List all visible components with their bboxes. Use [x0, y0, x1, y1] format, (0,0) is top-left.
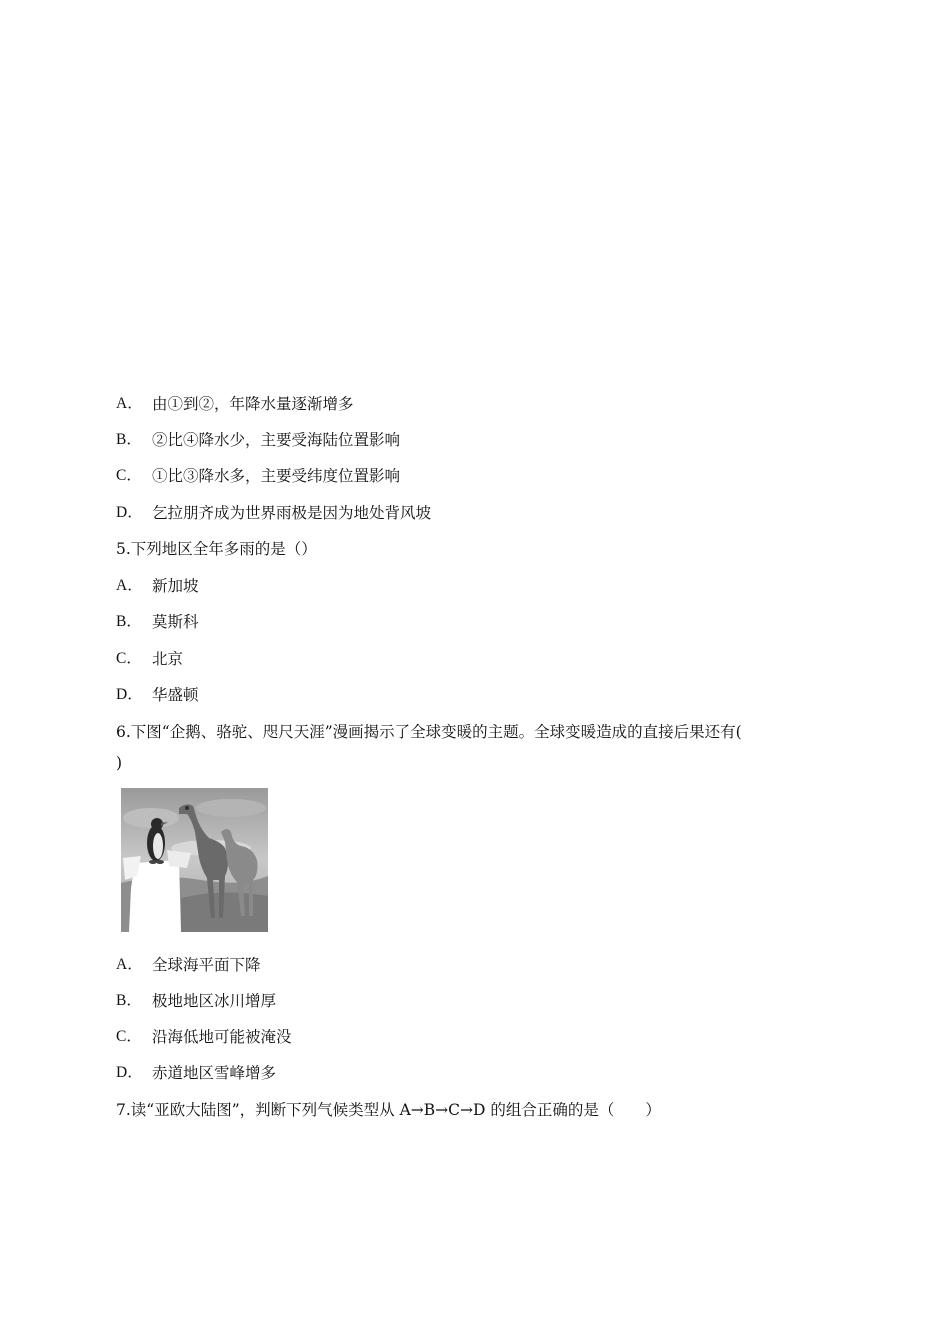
q6-option-b-text: 极地地区冰川增厚 — [152, 992, 277, 1010]
q6-option-d-letter: D． — [116, 1064, 143, 1081]
q7-stem: 7.读“亚欧大陆图”，判断下列气候类型从 A→B→C→D 的组合正确的是（ ） — [116, 1101, 661, 1119]
q5-option-b-text: 莫斯科 — [152, 613, 199, 631]
q6-option-c-text: 沿海低地可能被淹没 — [152, 1028, 292, 1046]
q4-option-d-text: 乞拉朋齐成为世界雨极是因为地处背风坡 — [152, 504, 432, 522]
q4-option-a-text: 由①到②，年降水量逐渐增多 — [152, 395, 354, 413]
q4-option-d-letter: D． — [116, 504, 143, 521]
q5-option-a-letter: A． — [116, 577, 143, 594]
q6-option-c-letter: C． — [116, 1028, 142, 1045]
q6-option-a-letter: A． — [116, 956, 143, 973]
q5-option-d-letter: D． — [116, 686, 143, 703]
q5-option-d-text: 华盛顿 — [152, 686, 199, 704]
q5-option-a-text: 新加坡 — [152, 577, 199, 595]
q6-stem-line2: ) — [116, 754, 123, 772]
q5-option-c-letter: C． — [116, 650, 142, 667]
q6-option-a-text: 全球海平面下降 — [152, 956, 261, 974]
q6-stem-line1: 6.下图“企鹅、骆驼、咫尺天涯”漫画揭示了全球变暖的主题。全球变暖造成的直接后果还有( — [116, 723, 742, 741]
q4-option-c-text: ①比③降水多，主要受纬度位置影响 — [152, 467, 401, 485]
q5-stem: 5.下列地区全年多雨的是（） — [116, 540, 317, 558]
q4-option-b-letter: B． — [116, 431, 142, 448]
q6-option-d-text: 赤道地区雪峰增多 — [152, 1064, 277, 1082]
q5-option-b-letter: B． — [116, 613, 142, 630]
q4-option-b-text: ②比④降水少，主要受海陆位置影响 — [152, 431, 401, 449]
q4-option-a-letter: A． — [116, 395, 143, 412]
penguin-camel-cartoon — [121, 788, 268, 932]
q5-option-c-text: 北京 — [152, 650, 184, 668]
q4-option-c-letter: C． — [116, 467, 142, 484]
q6-option-b-letter: B． — [116, 992, 142, 1009]
